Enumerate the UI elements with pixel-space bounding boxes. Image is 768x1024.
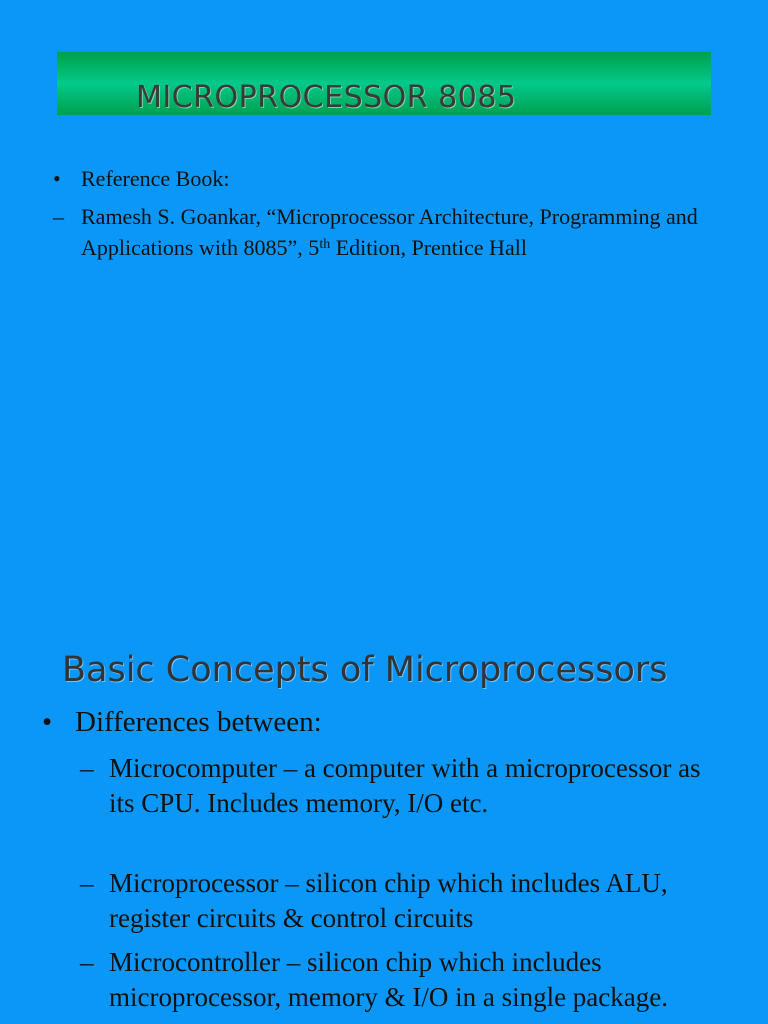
slide-title: MICROPROCESSOR 8085 [136, 80, 517, 115]
list-item-microcomputer [80, 751, 720, 821]
differences-label: Differences between: [75, 706, 322, 738]
dash-icon: – [80, 947, 94, 977]
reference-citation-tail: Edition, Prentice Hall [330, 235, 527, 260]
reference-superscript: th [319, 237, 331, 252]
section-title: Basic Concepts of Microprocessors [62, 650, 668, 690]
reference-citation [81, 201, 721, 263]
bullet-icon: • [42, 706, 53, 738]
list-item-microprocessor [80, 866, 720, 936]
dash-icon: – [80, 868, 94, 898]
list-item-text: Microprocessor – silicon chip which includes ALU, register circuits & control circuits [109, 868, 668, 933]
list-item-text: Microcontroller – silicon chip which includes microprocessor, memory & I/O in a single package. [109, 947, 668, 1012]
list-item-microcontroller [80, 945, 720, 1015]
reference-label: Reference Book: [81, 166, 230, 191]
reference-citation-main: Ramesh S. Goankar, “Microprocessor Architecture, Programming and Applications with 8085”, 5 [81, 204, 698, 260]
dash-icon: – [80, 753, 94, 783]
list-item-text: Microcomputer – a computer with a microprocessor as its CPU. Includes memory, I/O etc. [109, 753, 701, 818]
bullet-icon: • [53, 166, 61, 191]
dash-icon: – [53, 204, 64, 229]
